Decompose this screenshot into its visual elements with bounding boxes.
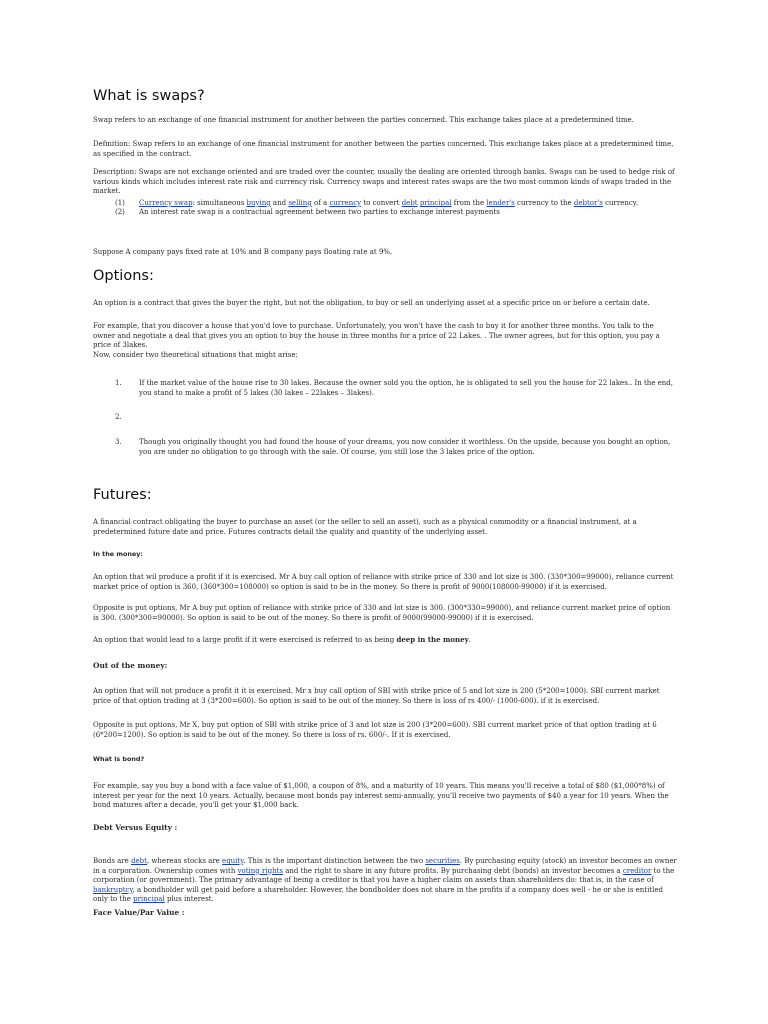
swaps-title: What is swaps?	[93, 88, 205, 104]
link-debtors[interactable]: debtor's	[573, 199, 603, 207]
text-segment: and the right to share in any future profits. By purchasing debt (bonds) an investor becomes a	[283, 866, 623, 875]
options-definition: An option is a contract that gives the buyer the right, but not the obligation, to buy or sell an underlying asset at a specific price on or before a certain date.	[93, 299, 650, 307]
face-value-heading: Face Value/Par Value :	[93, 908, 185, 917]
options-list-item	[93, 379, 678, 398]
list-text: An interest rate swap is a contractual agreement between two parties to exchange interest payments	[139, 208, 500, 216]
debt-equity-paragraph	[93, 857, 678, 905]
list-number: 2.	[115, 413, 122, 421]
list-number: 1.	[115, 379, 122, 387]
text-segment: currency.	[602, 199, 639, 207]
link-creditor[interactable]: creditor	[622, 866, 652, 875]
link-selling[interactable]: selling	[288, 199, 312, 207]
link-securities[interactable]: securities	[425, 857, 460, 865]
text-segment: . By purchasing equity (stock) an investor becomes an owner in a corporation. Ownership comes with	[93, 857, 677, 875]
put-options-example: Opposite is put options, Mr A buy put option of reliance with strike price of 330 and lot size is 300. (300*330=99000), and reliance current market price of option is 300. (300*300=90000). So option is said to be out of the money. So there is profit of 9000(99000-99000) if it is exercised.	[93, 604, 671, 622]
list-number: (1)	[115, 199, 125, 207]
text-segment: : simultaneous	[192, 199, 247, 207]
debt-equity-heading: Debt Versus Equity :	[93, 823, 178, 832]
options-example: For example, that you discover a house that you'd love to purchase. Unfortunately, you won't have the cash to buy it for another three months. You talk to the owner and negotiate a deal that gives you an option to buy the house in three months for a price of 22 Lakes. . The owner agrees, but for this option, you pay a price of 3lakes.	[93, 322, 660, 350]
link-bankruptcy[interactable]: bankruptcy	[93, 885, 133, 894]
list-number: (2)	[115, 208, 125, 216]
text-segment: and	[270, 199, 289, 207]
text-segment: currency to the	[514, 199, 574, 207]
link-debt[interactable]: debt	[131, 857, 147, 865]
text-segment: plus interest.	[164, 895, 214, 904]
out-of-money-heading: Out of the money:	[93, 661, 168, 670]
bold-term: deep in the money	[396, 635, 469, 644]
text-segment: . This is the important distinction between the two	[243, 857, 426, 865]
swaps-list-item	[93, 208, 678, 218]
list-text: Though you originally thought you had found the house of your dreams, you now consider it worthless. On the upside, because you bought an option, you are under no obligation to go through with the sale. Of course, you still lose the 3 lakes price of the option.	[139, 438, 671, 456]
futures-definition: A financial contract obligating the buyer to purchase an asset (or the seller to sell an asset), such as a physical commodity or a financial instrument, at a predetermined future date and price. Futures contracts detail the quality and quantity of the underlying asset.	[93, 518, 637, 536]
text-segment: to convert	[361, 199, 402, 207]
swaps-paragraph: Swap refers to an exchange of one financial instrument for another between the parties concerned. This exchange takes place at a predetermined time.	[93, 116, 634, 124]
list-number: 3.	[115, 438, 122, 446]
in-the-money-heading: In the money:	[93, 550, 143, 558]
text-segment: , a bondholder will get paid before a shareholder. However, the bondholder does not share in the profits if a company does well - he or she is entitled only to the	[93, 885, 664, 904]
swaps-example: Suppose A company pays fixed rate at 10% and B company pays floating rate at 9%.	[93, 248, 393, 256]
link-equity[interactable]: equity	[222, 857, 244, 865]
link-currency[interactable]: currency	[329, 199, 362, 207]
bond-heading: What is bond?	[93, 755, 145, 763]
put-options-loss-example: Opposite is put options, Mr X, buy put option of SBI with strike price of 3 and lot size is 200 (3*200=600). SBI current market price of that option trading at 6 (6*200=1200). So option is said to be out of the money. So there is loss of rs. 600/-. If it is exercised.	[93, 721, 657, 739]
text-segment: of a	[311, 199, 330, 207]
options-list-item	[93, 438, 678, 457]
swaps-definition: Definition: Swap refers to an exchange of one financial instrument for another between the parties concerned. This exchange takes place at a predetermined time, as specified in the contract.	[93, 140, 674, 158]
link-buying[interactable]: buying	[246, 199, 271, 207]
futures-title: Futures:	[93, 487, 152, 503]
out-of-money-example: An option that will not produce a profit it it is exercised. Mr x buy call option of SBI with strike price of 5 and lot size is 200 (5*200=1000). SBI current market price of that option trading at 3 (3*200=600). So option is said to be out of the money. So there is loss of rs 400/- (1000-600). if it is exercised.	[93, 687, 660, 705]
link-principal[interactable]: principal	[133, 895, 165, 904]
link-voting-rights[interactable]: voting rights	[237, 866, 283, 875]
bond-example: For example, say you buy a bond with a face value of $1,000, a coupon of 8%, and a maturity of 10 years. This means you'll receive a total of $80 ($1,000*8%) of interest per year for the next 10 years. Actually, because most bonds pay interest semi-annually, you'll receive two payments of $40 a year for 10 years. When the bond matures after a decade, you'll get your $1,000 back.	[93, 782, 669, 810]
text-segment: Bonds are	[93, 857, 132, 865]
in-the-money-example: An option that wil produce a profit if it is exercised. Mr A buy call option of reliance with strike price of 330 and lot size is 300. (330*300=99000), reliance current market price of option is 360, (360*300=108000) so option is said to be in the money. So there is profit of 9000(108000-99000) if it is exercised.	[93, 573, 674, 591]
swaps-description: Description: Swaps are not exchange oriented and are traded over the counter, usually the dealing are oriented through banks. Swaps can be used to hedge risk of various kinds which includes interest rate risk and currency risk. Currency swaps and interest rates swaps are the two most common kinds of swaps traded in the market.	[93, 168, 675, 196]
list-text: If the market value of the house rise to 30 lakes. Because the owner sold you the option, he is obligated to sell you the house for 22 lakes.. In the end, you stand to make a profit of 5 lakes (30 lakes – 22lakes – 3lakes).	[139, 379, 674, 397]
link-lenders[interactable]: lender's	[486, 199, 515, 207]
text-segment: .	[468, 636, 471, 644]
text-segment: from the	[451, 199, 487, 207]
text-segment: An option that would lead to a large profit if it were exercised is referred to as being	[93, 636, 397, 644]
link-currency-swap[interactable]: Currency swap	[139, 199, 193, 207]
options-title: Options:	[93, 268, 154, 284]
text-segment: , whereas stocks are	[146, 857, 223, 865]
deep-in-money-paragraph	[93, 635, 678, 646]
link-principal[interactable]: principal	[419, 199, 452, 207]
link-debt[interactable]: debt	[401, 199, 418, 207]
text-segment: to the corporation (or government). The primary advantage of being a creditor is that you have a higher claim on assets than shareholders do: that is, in the case of	[93, 866, 675, 885]
options-scenarios-intro: Now, consider two theoretical situations that might arise:	[93, 351, 298, 359]
